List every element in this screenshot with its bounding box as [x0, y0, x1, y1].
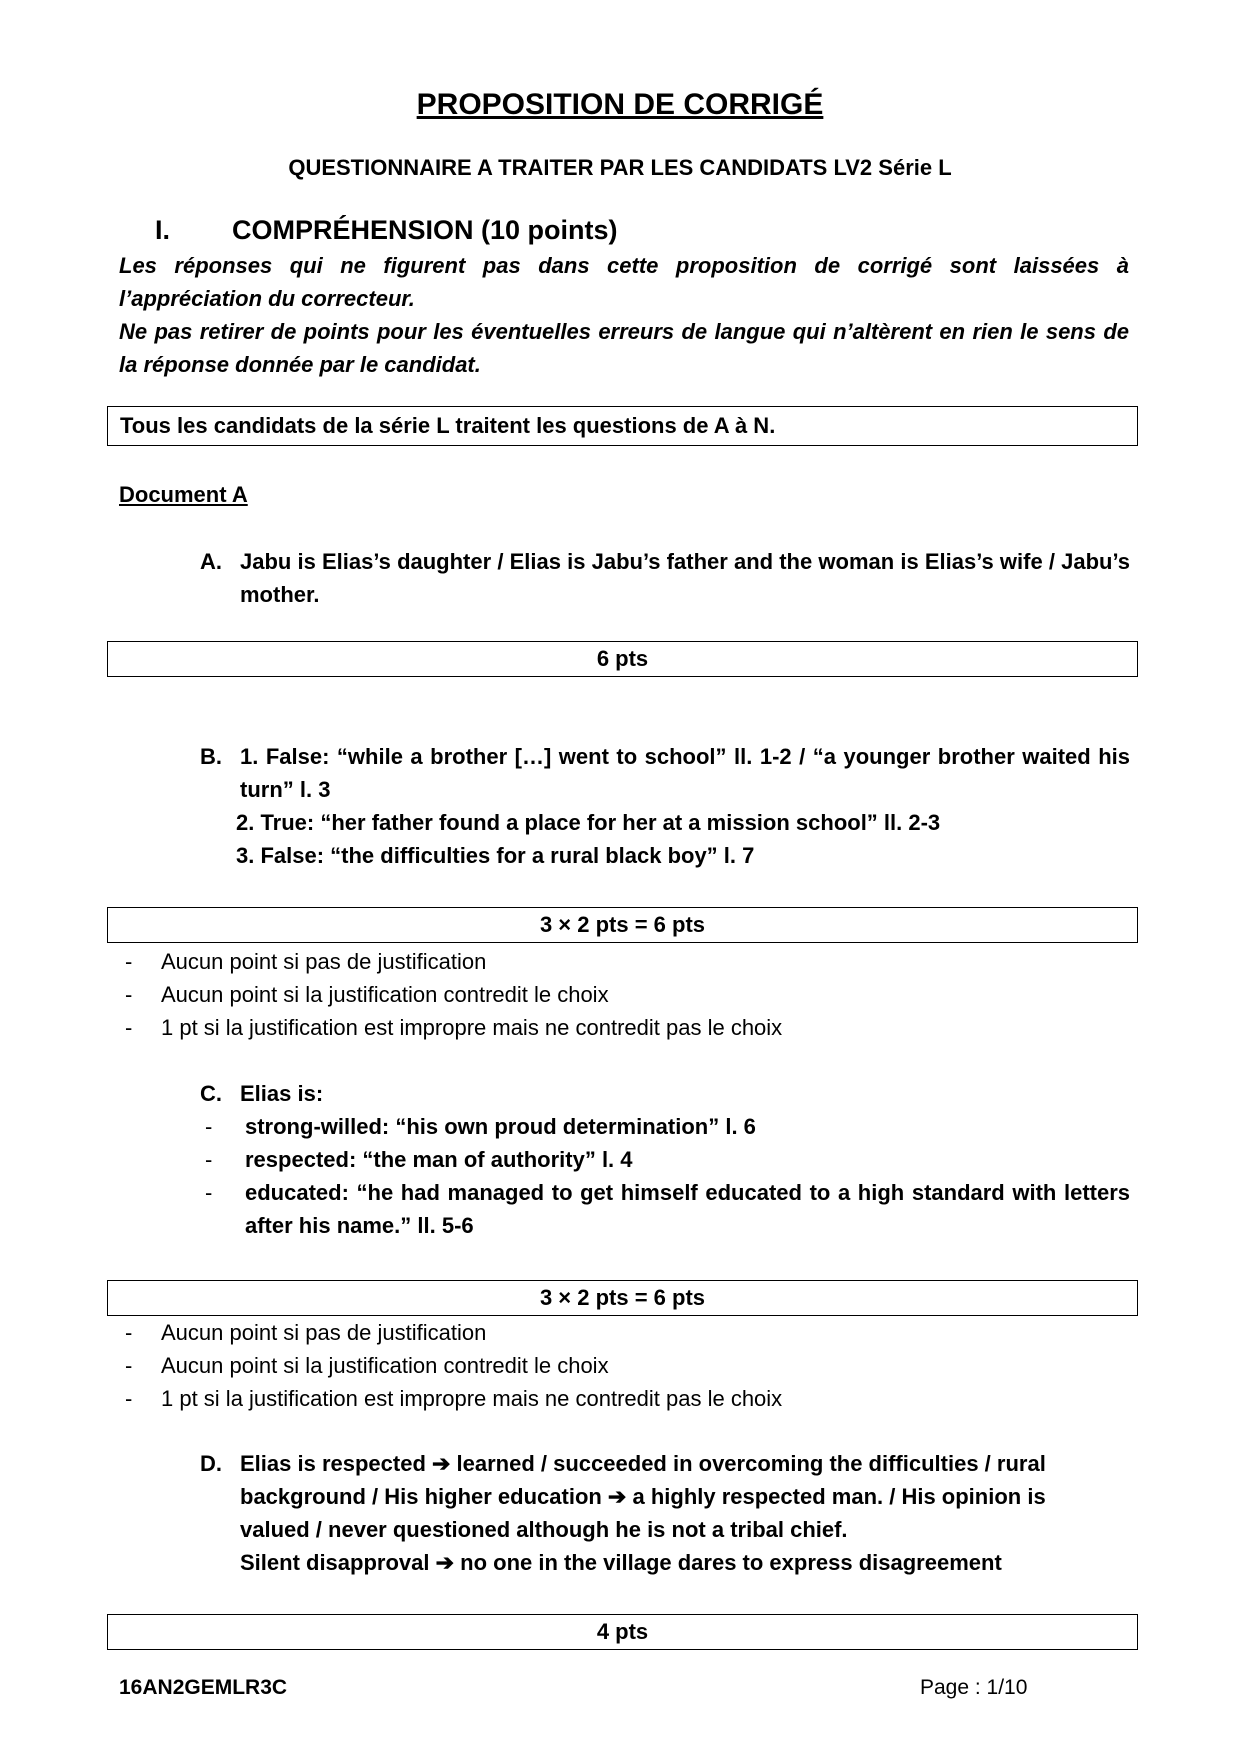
- grading-note: - 1 pt si la justification est impropre mais ne contredit pas le choix: [125, 1015, 783, 1040]
- grading-notes: [125, 945, 782, 1044]
- page-subtitle: QUESTIONNAIRE A TRAITER PAR LES CANDIDATS LV2 Série L: [288, 155, 952, 180]
- answer-line: Silent disapproval ➔ no one in the village dares to express disagreement: [240, 1550, 1002, 1575]
- grading-note: - Aucun point si la justification contredit le choix: [125, 1353, 609, 1378]
- question-c: [200, 1077, 1130, 1110]
- section-number: I.: [155, 215, 171, 245]
- question-d: [200, 1447, 1120, 1579]
- section-label: COMPRÉHENSION (10 points): [232, 215, 618, 245]
- instruction-box: Tous les candidats de la série L traitent les questions de A à N.: [107, 406, 1138, 446]
- answer-bullet: - strong-willed: “his own proud determination” l. 6: [205, 1114, 756, 1139]
- intro-paragraph: Ne pas retirer de points pour les éventuelles erreurs de langue qui n’altèrent en rien le sens de la réponse donnée par le candidat.: [119, 319, 1129, 377]
- question-letter: A.: [200, 549, 222, 574]
- question-a: [200, 545, 1130, 611]
- intro-paragraph: Les réponses qui ne figurent pas dans cette proposition de corrigé sont laissées à l’appréciation du correcteur.: [119, 253, 1129, 311]
- answer-bullet: - educated: “he had managed to get himself educated to a high standard with letters after his name.” ll. 5-6: [205, 1180, 1130, 1238]
- grading-note: - Aucun point si pas de justification: [125, 949, 487, 974]
- answer-bullet: - respected: “the man of authority” l. 4: [205, 1147, 633, 1172]
- question-letter: C.: [200, 1081, 222, 1106]
- answer-text: Jabu is Elias’s daughter / Elias is Jabu’s father and the woman is Elias’s wife / Jabu’s mother.: [240, 549, 1130, 607]
- answer-line: 1. False: “while a brother […] went to school” ll. 1-2 / “a younger brother waited his turn” l. 3: [240, 744, 1130, 802]
- page-number: Page : 1/10: [920, 1676, 1028, 1699]
- question-b: [200, 740, 1130, 872]
- grading-notes: [125, 1316, 782, 1415]
- question-letter: D.: [200, 1451, 222, 1476]
- document-code: 16AN2GEMLR3C: [119, 1676, 288, 1699]
- page-title: PROPOSITION DE CORRIGÉ: [416, 88, 824, 121]
- question-letter: B.: [200, 744, 222, 769]
- document-label: Document A: [119, 482, 248, 507]
- answer-intro: Elias is:: [240, 1081, 324, 1106]
- answer-line: 2. True: “her father found a place for her at a mission school” ll. 2-3: [236, 810, 941, 835]
- grading-note: - Aucun point si pas de justification: [125, 1320, 487, 1345]
- grading-note: - Aucun point si la justification contredit le choix: [125, 982, 609, 1007]
- section-heading: [155, 215, 618, 246]
- answer-line: Elias is respected ➔ learned / succeeded in overcoming the difficulties / rural background / His higher education ➔ a highly respected man. / His opinion is valued / never questioned although he is not a tribal chief.: [240, 1451, 1046, 1542]
- points-box: 6 pts: [107, 641, 1138, 677]
- answer-line: 3. False: “the difficulties for a rural black boy” l. 7: [236, 843, 755, 868]
- points-box: 4 pts: [107, 1614, 1138, 1650]
- intro-instructions: [119, 249, 1129, 381]
- points-box: 3 × 2 pts = 6 pts: [107, 907, 1138, 943]
- points-box: 3 × 2 pts = 6 pts: [107, 1280, 1138, 1316]
- grading-note: - 1 pt si la justification est impropre mais ne contredit pas le choix: [125, 1386, 783, 1411]
